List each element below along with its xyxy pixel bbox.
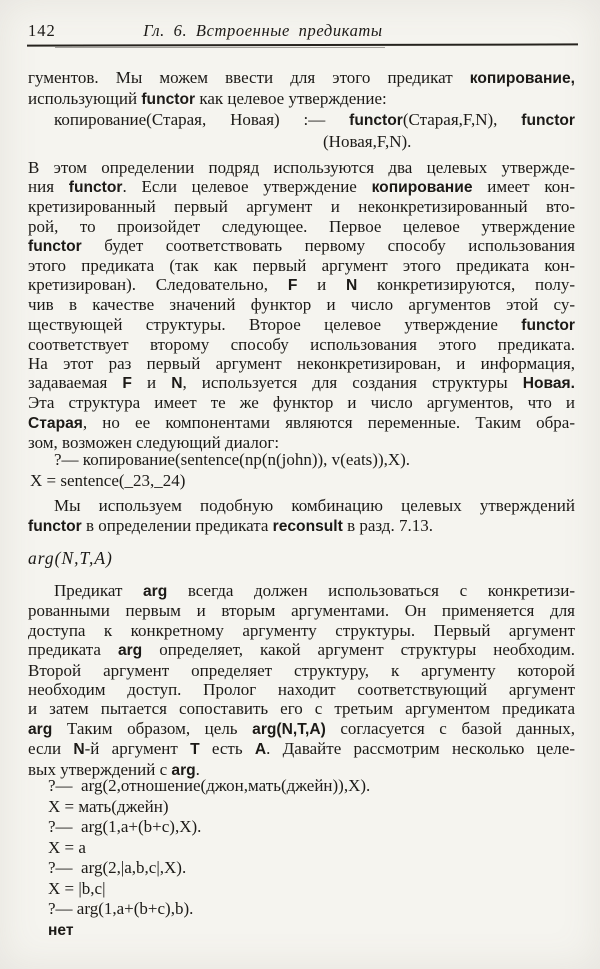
dialog-kopirovanie: [28, 449, 575, 491]
bold-term: arg: [171, 761, 196, 779]
text-segment: зом, возможен следующий диалог:: [28, 432, 280, 452]
bold-term: functor: [28, 237, 82, 255]
text-line: [28, 68, 575, 89]
text-line: [28, 158, 575, 177]
text-segment: использующий: [28, 89, 142, 108]
text-line: [28, 661, 575, 680]
text-segment: соответствует второму способу использования этого предиката.: [28, 334, 575, 354]
text-segment: необходим доступ. Пролог находит соответствующий аргумент: [28, 680, 575, 700]
text-segment: и: [297, 275, 347, 295]
bold-term: Новая.: [522, 375, 575, 393]
text-segment: Мы используем подобную комбинацию целевых утверждений: [54, 496, 575, 515]
text-segment: кретизированный первый аргумент и неконкретизированный вто-: [28, 197, 575, 217]
text-line: [28, 470, 575, 491]
text-line: [28, 516, 575, 537]
text-line: [28, 236, 575, 256]
text-segment: как целевое утверждение:: [195, 89, 387, 108]
bold-term: Старая: [28, 414, 83, 432]
text-line: [28, 413, 575, 433]
text-segment: -й аргумент: [84, 739, 191, 759]
text-segment: X = sentence(_23,_24): [30, 471, 186, 490]
para-arg: [28, 581, 575, 780]
text-segment: задаваемая: [28, 373, 123, 393]
text-segment: гументов. Мы можем ввести для этого предикат: [28, 68, 470, 87]
text-segment: X = мать(джейн): [48, 796, 169, 816]
bold-term: reconsult: [272, 518, 343, 535]
dialog-arg: [28, 776, 575, 941]
text-line: [28, 109, 575, 131]
text-segment: ?— arg(2,|a,b,c|,X).: [48, 858, 187, 877]
bold-term: N: [171, 375, 183, 393]
bold-term: N: [346, 277, 358, 295]
text-line: [28, 640, 575, 660]
text-segment: согласуется с базой данных,: [325, 718, 576, 738]
text-segment: в определении предиката: [81, 516, 273, 535]
text-line: [28, 776, 575, 797]
text-line: [28, 858, 575, 879]
bold-term: N: [73, 741, 85, 759]
text-line: [28, 920, 575, 942]
text-segment: Второй аргумент определяет структуру, к аргументу которой: [28, 660, 575, 680]
text-line: [28, 177, 575, 197]
text-line: [28, 817, 575, 838]
text-segment: ?— arg(1,a+(b+c),X).: [48, 817, 202, 836]
text-segment: , используется для создания структуры: [182, 373, 523, 393]
bold-term: F: [122, 375, 132, 393]
text-line: [28, 275, 575, 295]
text-line: [28, 315, 575, 335]
text-segment: ния: [28, 177, 69, 197]
text-segment: На этот раз первый аргумент неконкретизирован, и информация,: [28, 354, 575, 374]
text-segment: ?— arg(1,a+(b+c),b).: [48, 899, 194, 918]
text-segment: в разд. 7.13.: [342, 516, 433, 535]
text-line: [28, 739, 575, 759]
text-segment: (Старая,F,N),: [402, 110, 522, 129]
code-kopirovanie: [28, 109, 575, 152]
text-segment: копирование(Старая, Новая) :—: [54, 110, 350, 129]
header-rule-secondary: [55, 47, 385, 48]
text-segment: определяет, какой аргумент структуры необходим.: [142, 640, 575, 660]
bold-term: arg(N,T,A): [252, 720, 326, 738]
text-line: [28, 217, 575, 236]
bold-term: T: [190, 741, 200, 759]
text-line: [28, 621, 575, 640]
text-line: [28, 393, 575, 412]
bold-term: functor: [349, 112, 403, 129]
bold-term: A: [254, 741, 267, 759]
text-segment: Предикат: [54, 581, 143, 600]
text-segment: предиката: [28, 640, 118, 660]
text-line: [28, 496, 575, 516]
text-line: [28, 547, 575, 569]
text-segment: и затем пытается сопоставить его с третьим аргументом предиката: [28, 699, 575, 719]
text-segment: X = a: [48, 837, 86, 857]
text-segment: рованными первым и вторым аргументами. Он применяется для: [28, 601, 575, 621]
text-line: [28, 354, 575, 373]
text-segment: если: [28, 739, 74, 759]
text-segment: всегда должен использоваться с конкретизи-: [167, 581, 575, 600]
text-line: [28, 719, 575, 739]
text-line: [28, 197, 575, 216]
page-number: 142: [28, 21, 56, 40]
bold-term: arg: [142, 583, 168, 600]
bold-term: копирование,: [469, 70, 575, 87]
text-segment: и: [131, 373, 172, 393]
text-segment: В этом определении подряд используются два целевых утвержде-: [28, 158, 575, 177]
chapter-running-title: Гл. 6. Встроенные предикаты: [143, 21, 383, 40]
text-segment: . Если целевое утверждение: [122, 177, 372, 197]
text-segment: этого предиката (так как первый аргумент этого предиката кон-: [28, 256, 575, 276]
text-segment: чив в качестве значений функтор и число аргументов этой су-: [28, 295, 575, 315]
text-segment: ществующей структуры. Второе целевое утверждение: [28, 314, 522, 334]
text-line: [28, 131, 575, 152]
para-functor-usage: [28, 158, 575, 452]
text-segment: X = |b,c|: [48, 878, 106, 898]
text-segment: , но ее компонентами являются переменные. Таким обра-: [82, 412, 575, 432]
bold-term: functor: [68, 179, 123, 197]
text-segment: . Давайте рассмотрим несколько целе-: [266, 739, 575, 759]
bold-term: нет: [48, 921, 74, 939]
text-line: [28, 879, 575, 900]
bold-term: arg: [28, 720, 53, 738]
bold-term: копирование: [371, 179, 473, 197]
text-line: [28, 449, 575, 470]
bold-term: F: [287, 277, 298, 295]
text-line: [28, 699, 575, 718]
text-segment: есть: [199, 739, 255, 759]
text-segment: ?— копирование(sentence(np(n(john)), v(eats)),X).: [54, 450, 411, 469]
text-segment: имеет кон-: [472, 177, 575, 197]
text-line: [28, 581, 575, 601]
text-segment: (Новая,F,N).: [323, 132, 412, 151]
text-segment: вых утверждений с: [28, 759, 172, 779]
text-line: [28, 680, 575, 699]
text-segment: Эта структура имеет те же функтор и число аргументов, что и: [28, 393, 575, 413]
bold-term: functor: [28, 518, 82, 535]
heading-arg: [28, 547, 575, 569]
text-line: [28, 797, 575, 818]
bold-term: functor: [521, 316, 575, 334]
text-segment: конкретизируются, полу-: [357, 275, 575, 295]
text-segment: доступа к конкретному аргументу структуры. Первый аргумент: [28, 620, 575, 640]
text-line: [28, 601, 575, 620]
text-line: [28, 899, 575, 920]
text-line: [28, 295, 575, 314]
text-line: [28, 256, 575, 275]
text-segment: кретизирован). Следовательно,: [28, 275, 288, 295]
para-continued: [28, 68, 575, 110]
text-segment: .: [195, 759, 200, 779]
text-segment: рой, то произойдет следующее. Первое целевое утверждение: [28, 216, 575, 236]
text-segment: arg(N,T,A): [28, 548, 113, 568]
text-line: [28, 335, 575, 354]
bold-term: functor: [141, 91, 196, 108]
text-segment: ?— arg(2,отношение(джон,мать(джейн)),X).: [48, 776, 371, 795]
para-reconsult: [28, 496, 575, 537]
text-segment: будет соответствовать первому способу использования: [81, 235, 575, 255]
text-segment: Таким образом, цель: [52, 718, 253, 738]
text-line: [28, 838, 575, 859]
bold-term: arg: [117, 642, 143, 660]
text-line: [28, 89, 575, 110]
text-line: [28, 373, 575, 393]
bold-term: functor: [521, 112, 575, 129]
